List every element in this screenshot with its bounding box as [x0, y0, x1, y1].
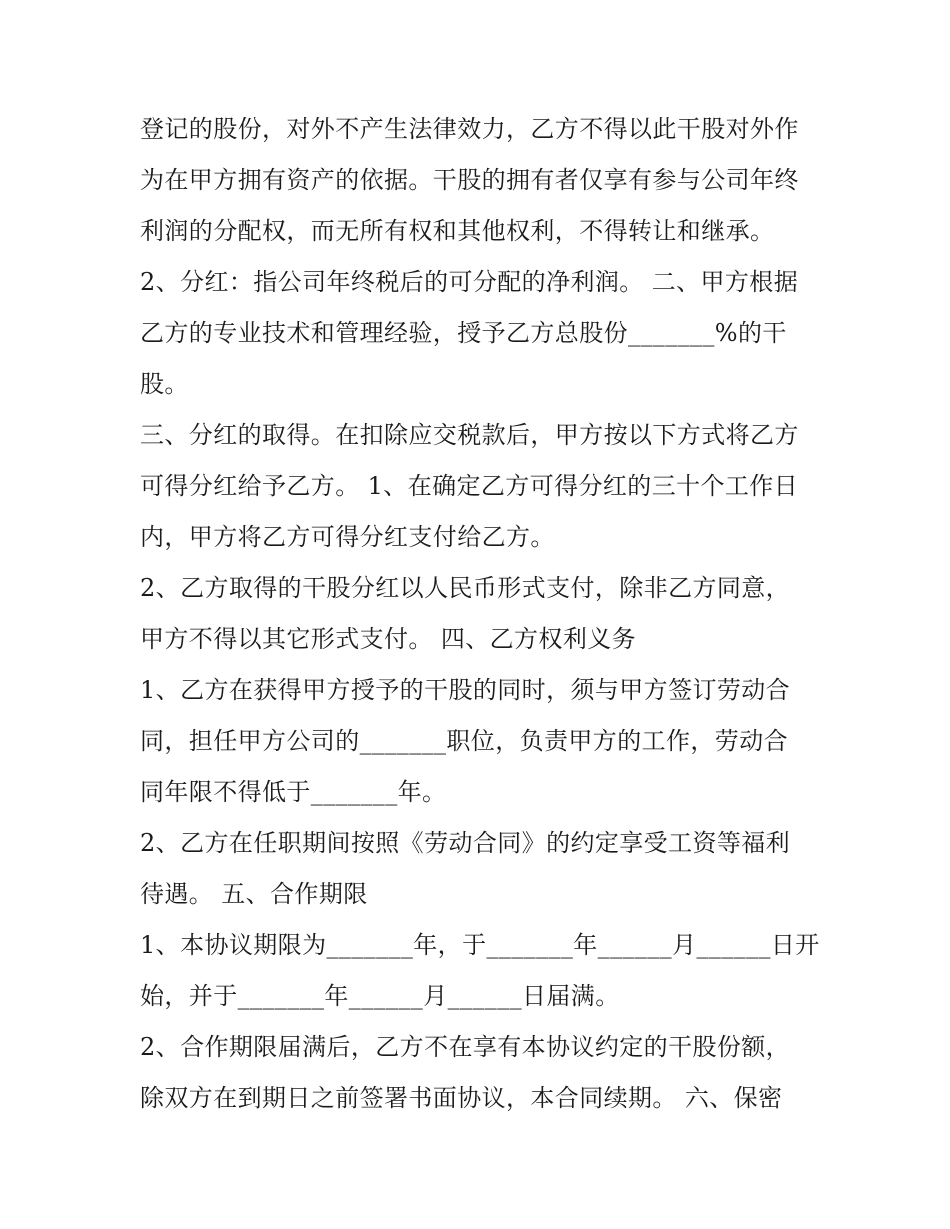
text-line: 同年限不得低于_______年。	[140, 778, 447, 806]
text-line: 2、乙方在任职期间按照《劳动合同》的约定享受工资等福利	[140, 829, 791, 857]
text-line: 可得分红给予乙方。 1、在确定乙方可得分红的三十个工作日	[140, 472, 799, 500]
document-body	[140, 104, 820, 1124]
text-line: 三、分红的取得。在扣除应交税款后，甲方按以下方式将乙方	[140, 421, 799, 449]
text-line: 2、合作期限届满后，乙方不在享有本协议约定的干股份额，	[140, 1033, 791, 1061]
text-line: 同，担任甲方公司的_______职位，负责甲方的工作，劳动合	[140, 727, 788, 755]
text-line: 待遇。 五、合作期限	[140, 880, 368, 908]
text-line: 1、乙方在获得甲方授予的干股的同时，须与甲方签订劳动合	[140, 676, 791, 704]
text-line: 始，并于_______年______月______日届满。	[140, 982, 620, 1010]
text-line: 登记的股份，对外不产生法律效力，乙方不得以此干股对外作	[140, 115, 799, 143]
text-line: 股。	[140, 370, 189, 398]
text-line: 乙方的专业技术和管理经验，授予乙方总股份_______%的干	[140, 319, 787, 347]
text-line: 2、分红：指公司年终税后的可分配的净利润。 二、甲方根据	[140, 268, 799, 296]
text-line: 2、乙方取得的干股分红以人民币形式支付，除非乙方同意，	[140, 574, 791, 602]
text-line: 1、本协议期限为_______年，于_______年______月______日开	[140, 931, 820, 959]
text-line: 除双方在到期日之前签署书面协议，本合同续期。 六、保密	[140, 1084, 783, 1112]
text-line: 为在甲方拥有资产的依据。干股的拥有者仅享有参与公司年终	[140, 166, 799, 194]
text-line: 甲方不得以其它形式支付。 四、乙方权利义务	[140, 625, 637, 653]
text-line: 内，甲方将乙方可得分红支付给乙方。	[140, 523, 555, 551]
text-line: 利润的分配权，而无所有权和其他权利，不得转让和继承。	[140, 217, 775, 245]
